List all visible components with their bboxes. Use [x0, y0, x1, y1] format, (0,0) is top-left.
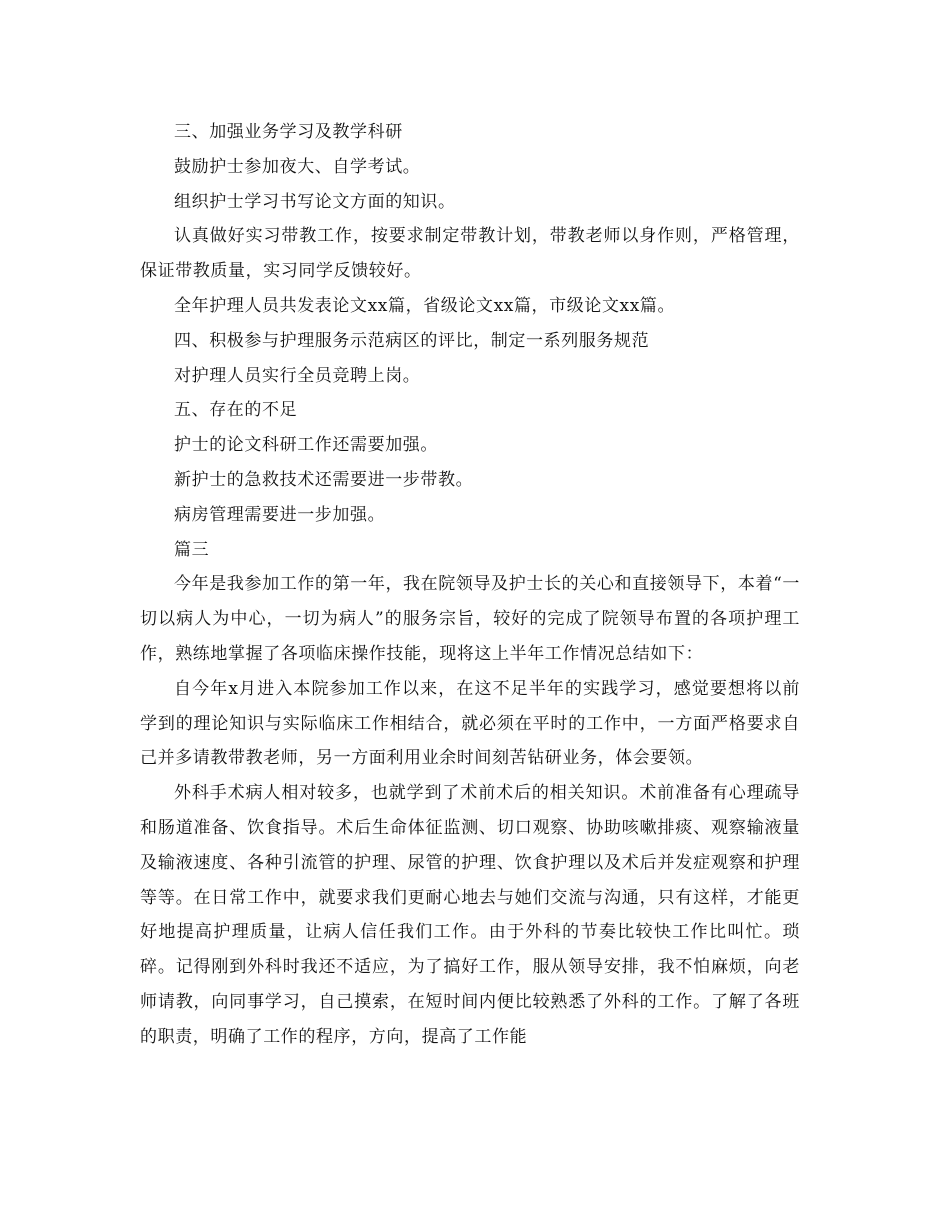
- paragraph: 新护士的急救技术还需要进一步带教。: [174, 469, 474, 490]
- paragraph: 认真做好实习带教工作，按要求制定带教计划，带教老师以身作则，严格管理，保证带教质量，实习同学反馈较好。: [140, 226, 800, 282]
- section-heading-5: 五、存在的不足: [174, 400, 298, 421]
- paragraph: 护士的论文科研工作还需要加强。: [174, 435, 438, 456]
- paragraph: 外科手术病人相对较多，也就学到了术前术后的相关知识。术前准备有心理疏导和肠道准备、饮食指导。术后生命体征监测、切口观察、协助咳嗽排痰、观察输液量及输液速度、各种引流管的护理、尿管的护理、饮食护理以及术后并发症观察和护理等等。在日常工作中，就要求我们更耐心地去与她们交流与沟通，只有这样，才能更好地提高护理质量，让病人信任我们工作。由于外科的节奏比较快工作比叫忙。琐碎。记得刚到外科时我还不适应，为了搞好工作，服从领导安排，我不怕麻烦，向老师请教，向同事学习，自己摸索，在短时间内便比较熟悉了外科的工作。了解了各班的职责，明确了工作的程序，方向，提高了工作能: [140, 783, 800, 1047]
- paragraph: 鼓励护士参加夜大、自学考试。: [174, 156, 421, 177]
- paragraph: 今年是我参加工作的第一年，我在院领导及护士长的关心和直接领导下，本着“一切以病人为中心，一切为病人”的服务宗旨，较好的完成了院领导布置的各项护理工作，熟练地掌握了各项临床操作技能，现将这上半年工作情况总结如下：: [140, 574, 800, 664]
- paragraph: 病房管理需要进一步加强。: [174, 504, 386, 525]
- paragraph: 自今年x月进入本院参加工作以来，在这不足半年的实践学习，感觉要想将以前学到的理论知识与实际临床工作相结合，就必须在平时的工作中，一方面严格要求自己并多请教带教老师，另一方面利用业余时间刻苦钻研业务，体会要领。: [140, 678, 800, 769]
- section-heading-3: 三、加强业务学习及教学科研: [174, 122, 403, 142]
- part-heading: 篇三: [174, 539, 210, 560]
- section-heading-4: 四、积极参与护理服务示范病区的评比，制定一系列服务规范: [174, 330, 650, 351]
- paragraph: 全年护理人员共发表论文xx篇，省级论文xx篇，市级论文xx篇。: [174, 295, 676, 316]
- paragraph: 组织护士学习书写论文方面的知识。: [174, 191, 456, 212]
- paragraph: 对护理人员实行全员竞聘上岗。: [174, 365, 421, 386]
- document-body: [140, 115, 800, 1055]
